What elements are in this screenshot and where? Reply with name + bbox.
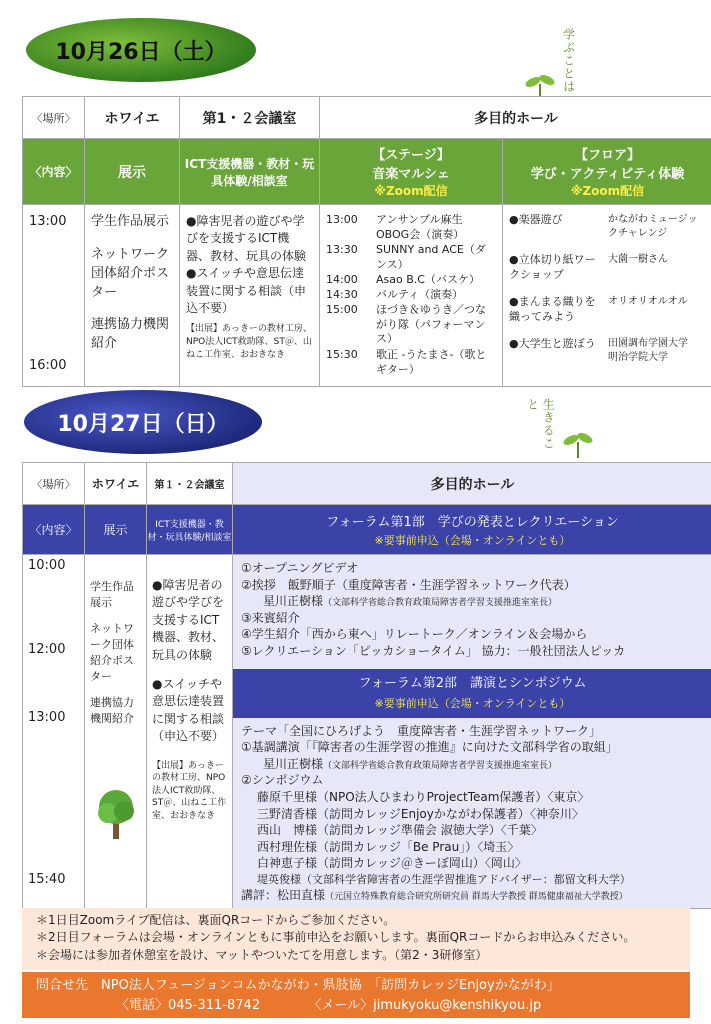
panelist: 三野清香様（訪問カレッジEnjoyかながわ保護者）〈神奈川〉 [257, 806, 584, 821]
forum2-theme: テーマ「全国にひろげよう 重度障害者・生涯学習ネットワーク」 [241, 723, 602, 738]
content-label: 〈内容〉 [23, 505, 85, 555]
venue-foyer: ホワイエ [85, 97, 180, 139]
floor-zoom-note: ※Zoom配信 [570, 184, 645, 198]
lecturer-line [241, 887, 704, 904]
day1-motto: 学ぶことは [561, 28, 576, 93]
note-line: ＊1日目Zoomライブ配信は、裏面QRコードからご参加ください。 [36, 913, 396, 927]
stage-act: 歌正 -うたまさ-（歌とギター） [376, 347, 487, 376]
day1-rooms-cell [180, 205, 320, 387]
venue-label: 〈場所〉 [23, 463, 85, 505]
day2-time: 13:00 [28, 710, 66, 725]
note-line: ＊会場には参加者休憩室を設け、マットやついたてを用意します。（第2・3研修室） [36, 947, 488, 962]
day2-time: 15:40 [28, 872, 66, 887]
day1-stage-cell [320, 205, 503, 387]
stage-time: 14:30 [326, 287, 358, 301]
day1-foyer-cell [85, 205, 180, 387]
venue-rooms: 第１・２会議室 [147, 463, 233, 505]
venue-rooms: 第1・２会議室 [180, 97, 320, 139]
stage-time: 15:00 [326, 302, 358, 316]
venue-hall: 多目的ホール [320, 97, 711, 139]
floor-activity: ●大学生と遊ぼう [509, 337, 596, 350]
list-item: ●スイッチや意思伝達装置に関する相談（申込不要） [152, 676, 225, 744]
contact-phone[interactable]: 〈電話〉045-311-8742 [116, 997, 261, 1013]
forum1-title: フォーラム第1部 学びの発表とレクリエーション [326, 515, 619, 530]
stage-header [320, 139, 503, 205]
day2-time: 10:00 [28, 558, 66, 573]
foyer-title: 展示 [85, 505, 147, 555]
list-item: ●スイッチや意思伝達装置に関する相談（申込不要） [186, 266, 307, 315]
panelist: 西山 博様（訪問カレッジ準備会 淑徳大学）〈千葉〉 [257, 823, 543, 838]
floor-header [503, 139, 711, 205]
floor-host: かながわミュージックチャレンジ [608, 214, 698, 239]
contact-bar [22, 972, 690, 1018]
program-line: ③来賓紹介 [241, 610, 300, 625]
stage-title: 【ステージ】 音楽マルシェ [372, 148, 450, 182]
stage-act: アンサンブル麻生 OBOG会（演奏） [376, 213, 465, 241]
note-line: ＊2日目フォーラムは会場・オンラインともに事前申込をお願いします。裏面QRコードからお申込みください。 [36, 930, 636, 945]
floor-activity: ●まんまる織りを織ってみよう [509, 295, 596, 323]
day2-date: 10月27日（日） [57, 411, 229, 437]
sprout-icon [558, 428, 598, 458]
day1-date: 10月26日（土） [55, 39, 227, 65]
list-item: ●障害児者の遊びや学びを支援するICT機器、教材、玩具の体験 [186, 214, 307, 263]
venue-hall: 多目的ホール [233, 463, 711, 505]
day1-date-badge [26, 18, 256, 82]
day2-rooms-cell [147, 555, 233, 909]
program-line: ①オープニングビデオ [241, 561, 359, 575]
list-item: 連携協力機関紹介 [91, 317, 170, 352]
day2-times [23, 555, 85, 909]
program-line: ②挨拶 飯野順子（重度障害者・生涯学習ネットワーク代表） [241, 577, 576, 592]
content-label: 〈内容〉 [23, 139, 85, 205]
lecturer-affiliation: （元国立特殊教育総合研究所研究員 群馬大学教授 群馬健康福祉大学教授） [325, 891, 628, 902]
foyer-title: 展示 [85, 139, 180, 205]
panelist: 白神恵子様（訪問カレッジ＠きーぼ岡山）〈岡山〉 [257, 856, 527, 871]
notes-box [22, 908, 690, 970]
keynote-speaker-line [241, 756, 704, 773]
rooms-title: ICT支援機器・教材・玩具体験/相談室 [180, 139, 320, 205]
contact-org: 問合せ先 NPO法人フュージョンコムかながわ・県肢協 「訪問カレッジEnjoyかながわ」 [36, 978, 560, 993]
day2-schedule-table [22, 462, 711, 909]
forum2-note: ※要事前申込（会場・オンラインとも） [374, 696, 571, 710]
day1-time-start: 13:00 [29, 214, 67, 229]
rooms-exhibitors: 【出展】あっきーの教材工房、NPO法人ICT救助隊、ST＠、山ねこ工作室、おおきなき [186, 324, 312, 360]
speaker-name: 星川正樹様 [263, 594, 324, 609]
floor-host: 大薗一樹さん [608, 254, 668, 265]
forum2-symposium: ②シンポジウム [241, 773, 324, 788]
day2-hall-cell [233, 555, 711, 909]
forum2-program [233, 718, 711, 909]
venue-label: 〈場所〉 [23, 97, 85, 139]
rooms-title: ICT支援機器・教材・玩具体験/相談室 [147, 505, 233, 555]
list-item: 学生作品展示 [91, 214, 170, 229]
stage-act: ほづき＆ゆうき／つながり隊（パフォーマンス） [376, 302, 486, 346]
panelist: 藤原千里様（NPO法人ひまわりProjectTeam保護者）〈東京〉 [257, 789, 590, 804]
forum1-header [233, 505, 711, 555]
list-item: 学生作品展示 [90, 580, 134, 609]
rooms-exhibitors: 【出展】あっきーの教材工房、NPO法人ICT救助隊、ST＠、山ねこ工作室、おおきなき [152, 760, 227, 821]
list-item: 連携協力機関紹介 [90, 695, 134, 725]
program-line [241, 593, 704, 610]
program-line: ④学生紹介「西から東へ」リレートーク／オンライン＆会場から [241, 627, 588, 642]
speaker-affiliation: （文部科学省総合教育政策局障害者学習支援推進室室長） [323, 760, 558, 771]
stage-act: Asao B.C（バスケ） [376, 273, 480, 286]
speaker-name: 星川正樹様 [263, 756, 324, 771]
stage-time: 14:00 [326, 273, 358, 286]
day2-time: 12:00 [28, 642, 66, 657]
list-item: ネットワーク団体紹介ポスター [91, 246, 170, 300]
day2-motto: 生きること [525, 398, 556, 450]
day1-times [23, 205, 85, 387]
floor-host: 田園調布学園大学 明治学院大学 [608, 338, 688, 363]
program-line: ⑤レクリエーション「ピッカショータイム」 協力：一般社団法人ピッカ [241, 643, 626, 658]
stage-time: 13:00 [326, 213, 358, 226]
day1-time-end: 16:00 [29, 358, 67, 374]
lecturer-name: 講評：松田直様 [241, 887, 326, 902]
stage-time: 13:30 [326, 243, 358, 256]
forum2-keynote: ①基調講演「『障害者の生涯学習の推進』に向けた文部科学省の取組」 [241, 740, 618, 755]
list-item: ネットワーク団体紹介ポスター [90, 621, 134, 683]
forum2-title: フォーラム第2部 講演とシンポジウム [358, 676, 587, 691]
day1-floor-cell [503, 205, 711, 387]
floor-title: 【フロア】 学び・アクティビティ体験 [530, 148, 685, 182]
floor-host: オリオリオルオル [608, 296, 688, 307]
day2-date-badge [24, 390, 262, 454]
panelist: 西村理佐様（訪問カレッジ「Be Prau」）〈埼玉〉 [257, 839, 520, 854]
list-item: ●障害児者の遊びや学びを支援するICT機器、教材、玩具の体験 [152, 578, 225, 662]
venue-foyer: ホワイエ [85, 463, 147, 505]
day2-foyer-cell [85, 555, 147, 909]
contact-email[interactable]: 〈メール〉jimukyoku@kenshikyou.jp [308, 997, 542, 1013]
stage-act: バルティ（演奏） [376, 287, 464, 301]
tree-icon [96, 785, 136, 841]
day1-schedule-table [22, 96, 711, 387]
stage-time: 15:30 [326, 347, 358, 361]
forum1-program [233, 555, 711, 669]
panelist: 堤英俊様（文部科学省障害者の生涯学習推進アドバイザー：都留文科大学） [257, 872, 631, 886]
stage-zoom-note: ※Zoom配信 [374, 184, 448, 198]
stage-act: SUNNY and ACE（ダンス） [376, 243, 486, 271]
floor-activity: ●立体切り紙ワークショップ [509, 253, 596, 281]
contact-details [36, 996, 676, 1016]
forum1-note: ※要事前申込（会場・オンラインとも） [374, 534, 571, 547]
speaker-affiliation: （文部科学省総合教育政策局障害者学習支援推進室室長） [323, 598, 558, 609]
forum2-header [233, 669, 711, 718]
floor-activity: ●楽器遊び [509, 213, 563, 226]
